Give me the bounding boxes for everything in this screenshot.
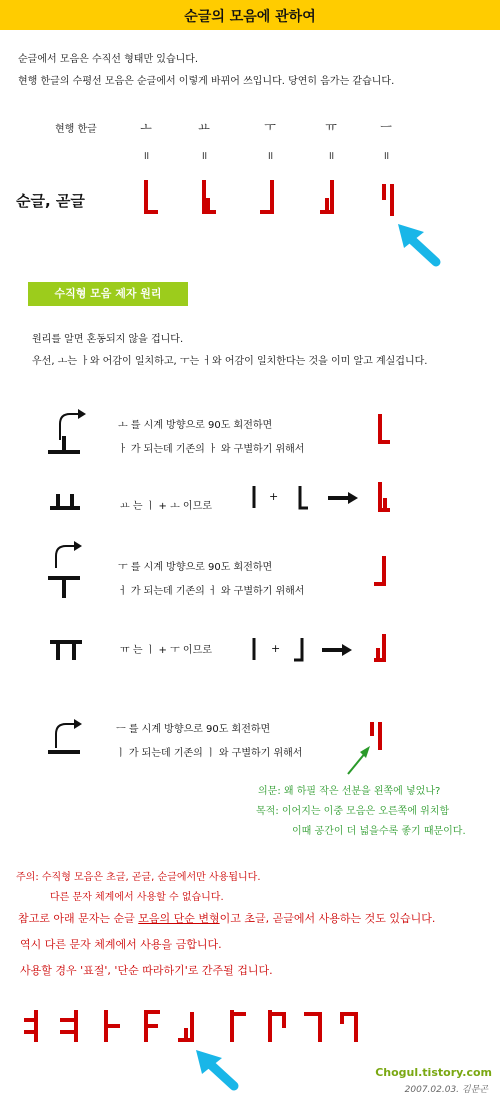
note-answer-2: 이때 공간이 더 넓을수록 좋기 때문이다. xyxy=(292,826,466,837)
variant-glyph-9 xyxy=(342,1014,356,1040)
jamo-u: ㅜ xyxy=(264,120,276,134)
variant-glyph-7 xyxy=(270,1012,284,1040)
rule2-plus: + xyxy=(269,490,279,503)
rule3-line-a: ㅜ 를 시계 방향으로 90도 회전하면 xyxy=(118,562,273,573)
footer-date: 2007.02.03. 김문곤 xyxy=(404,1085,488,1095)
variant-glyph-8 xyxy=(306,1014,320,1040)
variant-glyph-6 xyxy=(232,1012,244,1040)
note-answer-1: 목적: 이어지는 이중 모음은 오른쪽에 위치함 xyxy=(256,806,450,817)
variant-glyph-4 xyxy=(146,1012,158,1040)
rule1-line-a: ㅗ 를 시계 방향으로 90도 회전하면 xyxy=(118,420,273,431)
jamo-o: ㅗ xyxy=(140,120,152,134)
rule2-line: ㅛ 는 ㅣ + ㅗ 이므로 xyxy=(120,501,212,512)
warning-line-2: 다른 문자 체계에서 사용할 수 없습니다. xyxy=(50,892,224,903)
jamo-eu: ㅡ xyxy=(380,120,392,134)
principle-line-1: 원리를 알면 혼동되지 않을 겁니다. xyxy=(32,334,184,345)
rule5-line-b: ㅣ 가 되는데 기존의 ㅣ 와 구별하기 위해서 xyxy=(116,748,303,759)
equal-sign-4: ॥ xyxy=(327,149,335,162)
warning-line-3-underlined: 모음의 단순 변형 xyxy=(138,912,220,925)
variant-glyph-1 xyxy=(26,1012,36,1040)
jamo-yo: ㅛ xyxy=(198,120,210,134)
soongul-label: 순글, 곧글 xyxy=(16,192,85,210)
current-hangul-label: 현행 한글 xyxy=(55,124,97,135)
equal-sign-3: ॥ xyxy=(266,149,274,162)
rule4-plus: + xyxy=(271,642,281,655)
rule1-line-b: ㅏ 가 되는데 기존의 ㅏ 와 구별하기 위해서 xyxy=(118,444,305,455)
rule3-line-b: ㅓ 가 되는데 기존의 ㅓ 와 구별하기 위해서 xyxy=(118,586,305,597)
rule5-line-a: ㅡ 를 시계 방향으로 90도 회전하면 xyxy=(116,724,271,735)
equal-sign-1: ॥ xyxy=(142,149,150,162)
warning-line-1: 주의: 수직형 모음은 초글, 곧글, 순글에서만 사용됩니다. xyxy=(16,872,261,883)
principle-line-2: 우선, ㅗ는 ㅏ와 어감이 일치하고, ㅜ는 ㅓ와 어감이 일치한다는 것을 이미 알고 계실겁니다. xyxy=(32,356,428,367)
variant-glyph-3 xyxy=(106,1012,118,1040)
page-title: 순글의 모음에 관하여 xyxy=(184,9,316,25)
intro-line-2: 현행 한글의 수평선 모음은 순글에서 이렇게 바뀌어 쓰입니다. 당연히 음가는 같습니다. xyxy=(18,76,395,87)
warning-line-3c: 이고 초글, 곧글에서 사용하는 것도 있습니다. xyxy=(219,912,436,925)
equal-sign-2: ॥ xyxy=(200,149,208,162)
jamo-yu: ㅠ xyxy=(325,120,337,134)
note-question: 의문: 왜 하필 작은 선분을 왼쪽에 넣었나? xyxy=(258,786,441,797)
variant-glyph-5 xyxy=(180,1014,192,1040)
rule4-line: ㅠ 는 ㅣ + ㅜ 이므로 xyxy=(120,645,212,656)
principle-badge: 수직형 모음 제자 원리 xyxy=(28,282,188,306)
footer-brand: Chogul.tistory.com xyxy=(375,1066,492,1079)
warning-line-4: 역시 다른 문자 체계에서 사용을 금합니다. xyxy=(20,938,222,951)
variant-glyph-2 xyxy=(62,1012,76,1040)
warning-line-5: 사용할 경우 '표절', '단순 따라하기'로 간주될 겁니다. xyxy=(20,964,273,977)
equal-sign-5: ॥ xyxy=(382,149,390,162)
warning-line-3a: 참고로 아래 문자는 순글 xyxy=(18,912,139,925)
intro-line-1: 순글에서 모음은 수직선 형태만 있습니다. xyxy=(18,54,199,65)
pointer-arrow-2 xyxy=(196,1050,234,1086)
